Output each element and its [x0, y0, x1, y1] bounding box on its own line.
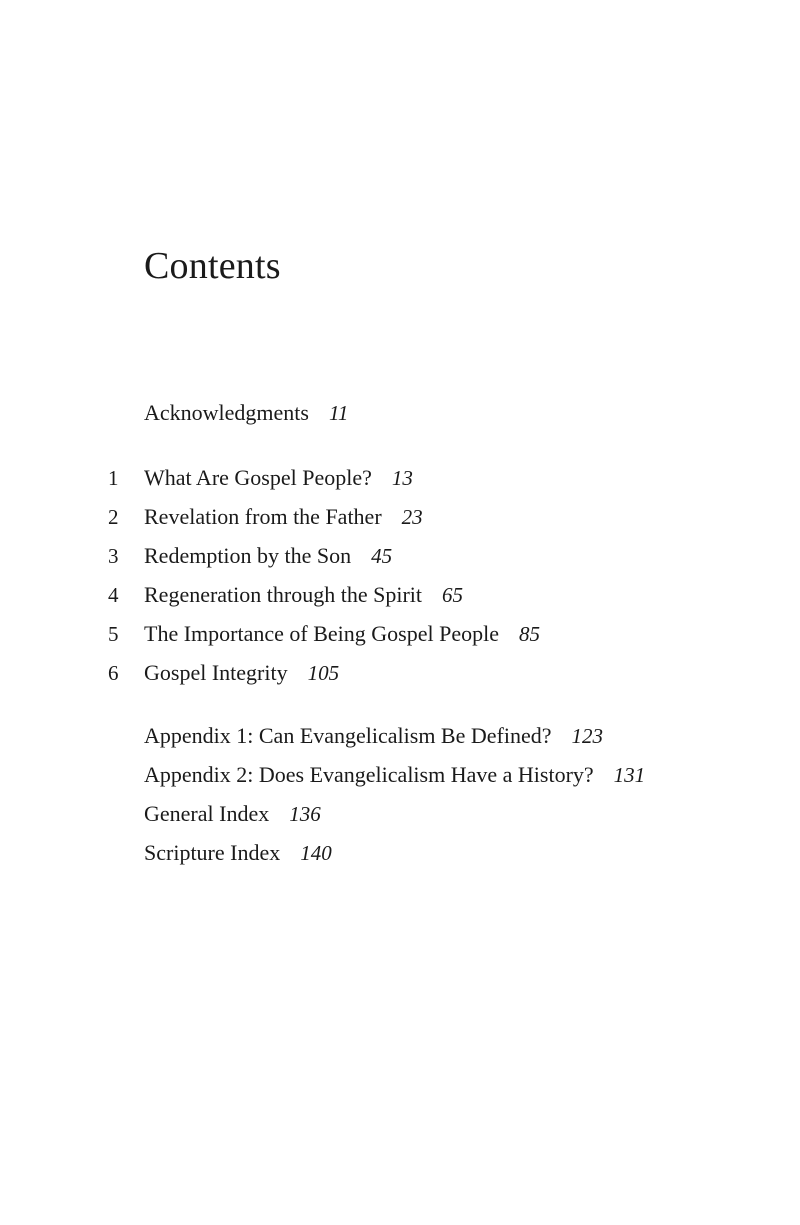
page-number: 123	[571, 724, 603, 748]
toc-entry-title: The Importance of Being Gospel People 85	[144, 621, 540, 646]
toc-entry-title: Regeneration through the Spirit 65	[144, 582, 463, 607]
page-number: 136	[289, 802, 321, 826]
toc-entry-appendix-1[interactable]	[0, 721, 800, 751]
page-number: 85	[518, 622, 540, 646]
toc-entry-title: Appendix 1: Can Evangelicalism Be Defined? 123	[144, 723, 603, 748]
toc-entry-acknowledgments[interactable]	[0, 398, 800, 428]
page-number: 45	[371, 544, 393, 568]
page-number: 65	[442, 583, 463, 607]
toc-entry-title: Appendix 2: Does Evangelicalism Have a History? 131	[144, 762, 646, 787]
toc-entry-title: Revelation from the Father 23	[144, 504, 423, 529]
page-number: 11	[328, 401, 349, 425]
chapter-number: 2	[108, 505, 119, 529]
toc-entry-scripture-index[interactable]	[0, 838, 800, 868]
toc-entry-appendix-2[interactable]	[0, 760, 800, 790]
toc-entry-chapter-4[interactable]	[0, 580, 800, 610]
toc-entry-title: Redemption by the Son 45	[144, 543, 393, 568]
toc-entry-chapter-3[interactable]	[0, 541, 800, 571]
toc-entry-title: What Are Gospel People? 13	[144, 465, 413, 490]
toc-entry-title: Gospel Integrity 105	[144, 660, 340, 685]
toc-entry-chapter-5[interactable]	[0, 619, 800, 649]
page-number: 13	[391, 466, 413, 490]
chapter-number: 5	[108, 622, 119, 646]
page-title: Contents	[144, 245, 281, 287]
chapter-number: 6	[108, 661, 119, 685]
toc-entry-chapter-2[interactable]	[0, 502, 800, 532]
toc-entry-chapter-6[interactable]	[0, 658, 800, 688]
chapter-number: 4	[108, 583, 119, 607]
toc-entry-general-index[interactable]	[0, 799, 800, 829]
page-number: 140	[300, 841, 332, 865]
toc-entry-title: General Index 136	[144, 801, 321, 826]
toc-entry-title: Acknowledgments 11	[144, 400, 349, 425]
chapter-number: 3	[108, 544, 119, 568]
toc-entry-chapter-1[interactable]	[0, 463, 800, 493]
page-number: 131	[613, 763, 646, 787]
chapter-number: 1	[108, 466, 119, 490]
page-number: 105	[307, 661, 340, 685]
toc-entry-title: Scripture Index 140	[144, 840, 332, 865]
page-number: 23	[401, 505, 423, 529]
